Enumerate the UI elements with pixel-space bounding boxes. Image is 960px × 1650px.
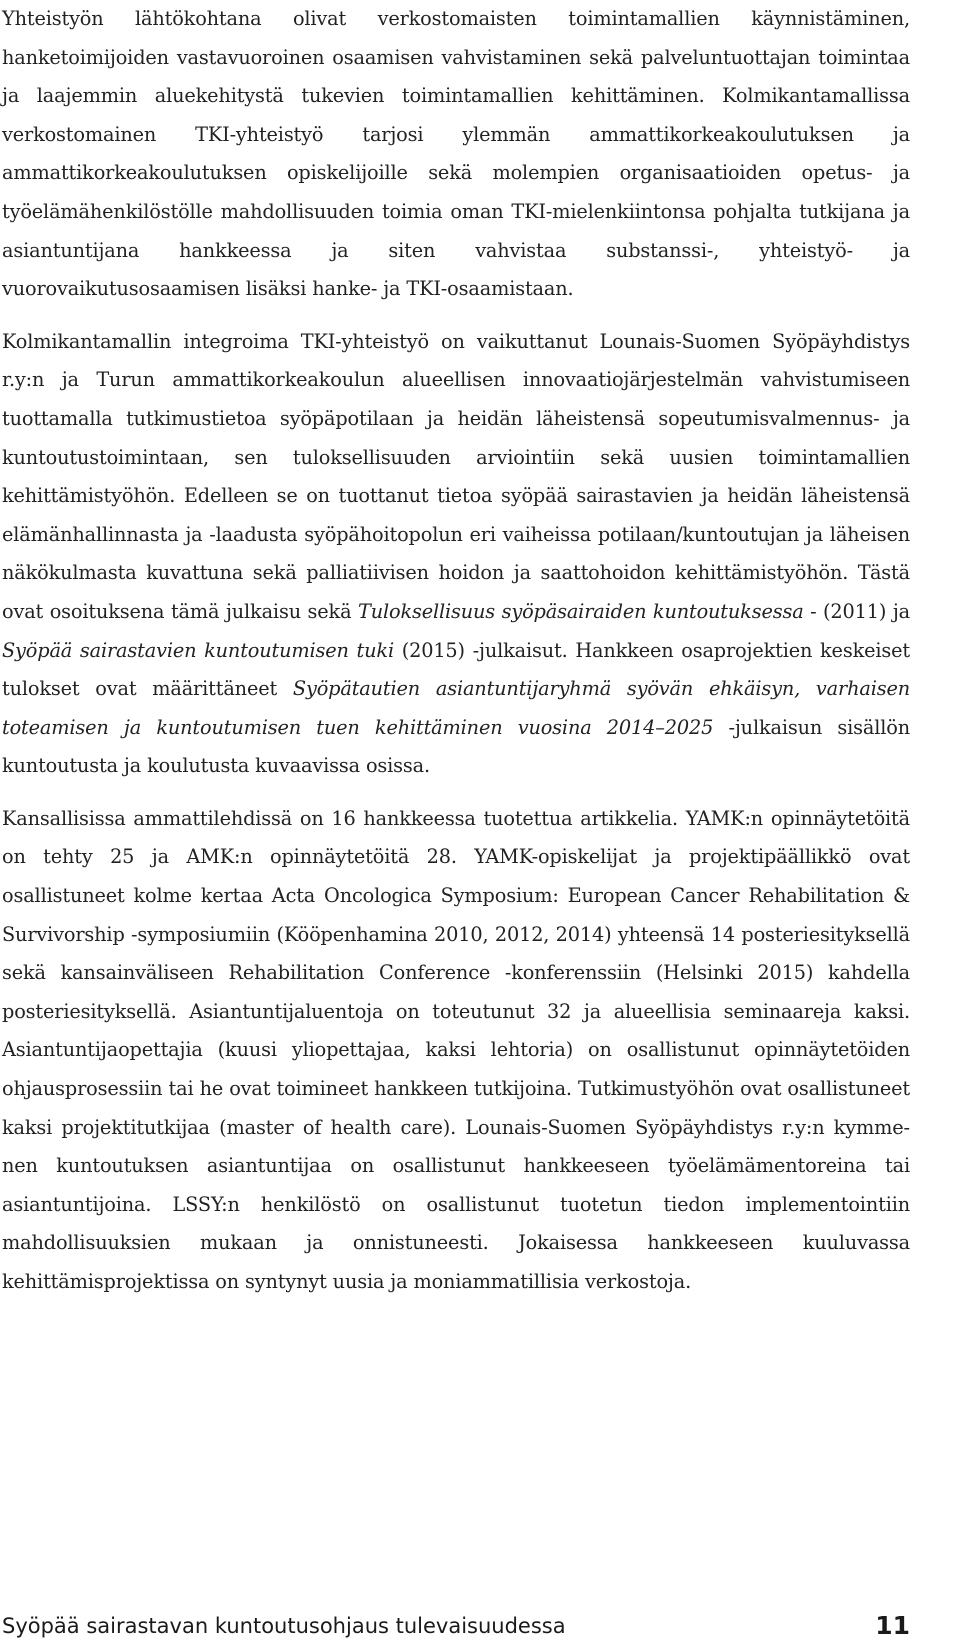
paragraph-3-text: Kansallisissa ammattilehdissä on 16 hankkeessa tuotettua artikkelia. YAMK:n opinnäytetöitä on tehty 25 ja AMK:n opinnäytetöitä 28. YAMK-opiskelijat ja projektipäällikkö ovat osallistuneet kolme kertaa Acta Oncologica Symposium: European Cancer Rehabilitation & Survivorship -symposiumiin (Kööpenhamina 2010, 2012, 2014) yhteensä 14 posteriesityksellä sekä kansainväliseen Rehabilitation Conference -konferenssiin (Helsinki 2015) kahdella posteriesityksellä. Asiantuntijaluentoja on toteutunut 32 ja alueellisia seminaareja kaksi. Asiantuntijaopettajia (kuusi yliopettajaa, kaksi lehtoria) on osallistunut opinnäytetöiden ohjausprosessiin tai he ovat toimineet hankkeen tutkijoina. Tutkimustyöhön ovat osallistuneet kaksi projektitutkijaa (master of health care). Lounais-Suomen Syöpäyhdistys r.y:n kymmenen kuntoutuksen asiantuntijaa on osallistunut hankkeeseen työelämämentoreina tai asiantuntijoina. LSSY:n henkilöstö on osallistunut tuotetun tiedon implementointiin mahdollisuuksien mukaan ja onnistuneesti. Jokaisessa hankkeeseen kuuluvassa kehittämisprojektissa on syntynyt uusia ja moniammatillisia verkostoja.	[2, 806, 910, 1293]
publication-title-2011: Tuloksellisuus syöpäsairaiden kuntoutuksessa	[357, 599, 804, 623]
page-footer	[2, 1605, 910, 1641]
paragraph-2-text-d: -julkaisun sisällön kuntoutusta ja koulutusta kuvaavissa osissa.	[2, 715, 910, 778]
publication-title-2014-2025: Syöpätautien asiantuntijaryhmä syövän ehkäisyn, varhaisen toteamisen ja kuntoutumisen tuen kehittäminen vuosina 2014–2025	[2, 677, 910, 739]
paragraph-2	[2, 323, 910, 786]
paragraph-2-text-a: Kolmikantamallin integroima TKI-yhteistyö on vaikuttanut Lounais-Suomen Syöpäyhdistys r.y:n ja Turun ammattikorkeakoulun alueellisen innovaatiojärjestelmän vahvistumiseen tuottamalla tutkimustietoa syöpäpotilaan ja heidän läheistensä sopeutumisvalmennus- ja kuntoutustoimintaan, sen tuloksellisuuden arviointiin sekä uusien toimintamallien kehittämistyöhön. Edelleen se on tuottanut tietoa syöpää sairastavien ja heidän läheistensä elämänhallinnasta ja -laadusta syöpähoitopolun eri vaiheissa potilaan/kuntoutujan ja läheisen näkökulmasta kuvattuna sekä palliatiivisen hoidon ja saattohoidon kehittämistyöhön. Tästä ovat osoituksena tämä julkaisu sekä	[2, 329, 910, 623]
paragraph-1	[2, 0, 910, 309]
footer-title: Syöpää sairastavan kuntoutusohjaus tulevaisuudessa	[2, 1614, 566, 1638]
page-number: 11	[875, 1611, 910, 1640]
body-text	[2, 0, 910, 1302]
paragraph-2-text-c: (2015) -julkaisut. Hankkeen osaprojektien keskeiset tulokset ovat määrittäneet	[2, 638, 910, 701]
publication-title-2015: Syöpää sairastavien kuntoutumisen tuki	[2, 638, 394, 662]
paragraph-2-text-b: - (2011) ja	[803, 599, 910, 623]
paragraph-3	[2, 800, 910, 1302]
paragraph-1-text: Yhteistyön lähtökohtana olivat verkostomaisten toimintamallien käynnistäminen, hanketoimijoiden vastavuoroinen osaamisen vahvistaminen sekä palveluntuottajan toimintaa ja laajemmin aluekehitystä tukevien toimintamallien kehittäminen. Kolmikantamallissa verkostomainen TKI-yhteistyö tarjosi ylemmän ammattikorkeakoulutuksen ja ammattikorkeakoulutuksen opiskelijoille sekä molempien organisaatioiden opetus- ja työelämähenkilöstölle mahdollisuuden toimia oman TKI-mielenkiintonsa pohjalta tutkijana ja asiantuntijana hankkeessa ja siten vahvistaa substanssi-, yhteistyö- ja vuorovaikutusosaamisen lisäksi hanke- ja TKI-osaamistaan.	[2, 7, 910, 301]
